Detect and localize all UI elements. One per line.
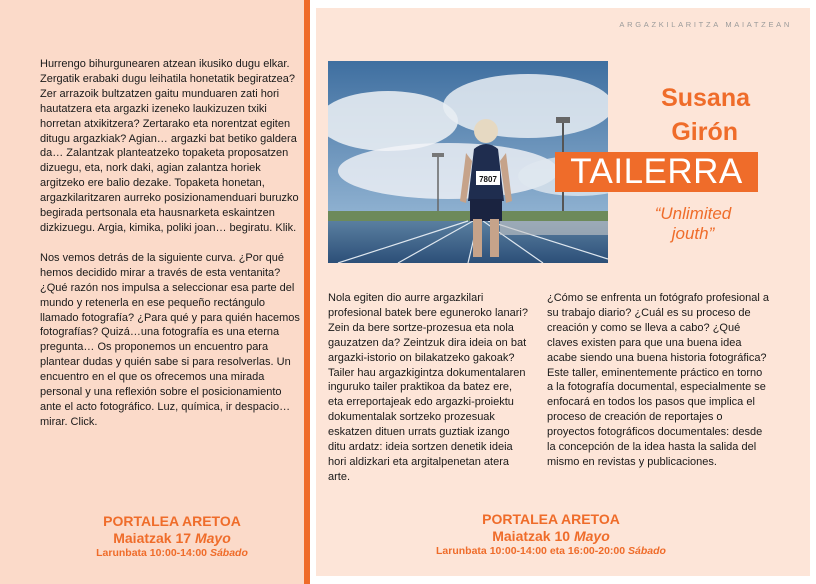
venue-time-es: Sábado	[209, 547, 248, 559]
subtitle-line-1: “Unlimited	[654, 204, 732, 223]
venue-name: PORTALEA ARETOA	[482, 511, 620, 527]
venue-time-eu: Larunbata 10:00-14:00 eta 16:00-20:00	[436, 545, 626, 557]
venue-name: PORTALEA ARETOA	[103, 513, 241, 529]
venue-date-eu: Maiatzak 10	[492, 528, 571, 544]
venue-date	[40, 530, 304, 547]
subtitle-line-2: jouth”	[671, 224, 715, 243]
right-text-basque: Nola egiten dio aurre argazkilari profesional batek bere eguneroko lanari? Zein da bere sortze-prozesua eta nola gauzatzen da? Zeintzuk dira ideia on bat argazki-istorio on bilakatzeko gakoak? Tailer hau argazkigintza dokumentalaren inguruko tailer praktikoa da batez ere, eta erreportajeak edo argazki-proiektu dokumentalak sortzeko prozesuak eskatzen dituen urrats guztiak izango ditu ardatz: ideia sortzen denetik ideia hori aldizkari eta argitalpenetan atera arte.	[328, 292, 528, 483]
bib-number: 7807	[479, 175, 497, 184]
left-text-spanish: Nos vemos detrás de la siguiente curva. ¿Por qué hemos decidido mirar a través de esta ventanita? ¿Qué razón nos impulsa a seleccionar esa parte del mundo y retenerla en ese pequeño rectángulo llamado fotografía? ¿Para qué y para quién hacemos fotografías? Quizá…una fotografía es una eterna pregunta… Os proponemos un encuentro para plantear dudas y quién sabe si para resolverlas. Un encuentro en el que os ofrecemos una mirada personal y una reflexión sobre el posicionamiento ante el acto fotográfico. Luz, química, ir despacio… mirar. Click.	[40, 251, 300, 428]
venue-time	[406, 545, 696, 558]
artist-last-name: Girón	[671, 118, 738, 146]
venue-time-es: Sábado	[628, 545, 666, 557]
right-venue-block	[406, 511, 696, 558]
venue-time-eu: Larunbata 10:00-14:00	[96, 547, 208, 559]
venue-date-es: Mayo	[573, 528, 610, 544]
left-text-basque: Hurrengo bihurgunearen atzean ikusiko dugu elkar. Zergatik erabaki dugu leihatila honetatik begiratzea? Zer arrazoik bultzatzen gaitu munduaren zati hori hautatzera eta argazki izeneko laukizuzen txiki horretan atxikitzera? Zertarako eta norentzat egiten ditugu argazkiak? Agian… argazki bat betiko galdera da… Zalantzak planteatzeko topaketa proposatzen dizuegu, eta, nork daki, agian zalantza horiek argitzeko ere balio dezake. Topaketa honetan, argazkilaritzaren aurreko posizionamenduari buruzko begirada pertsonala eta hausnarketa eskaintzen dizkizuegu. Argia, kimika, poliki joan… begiratu. Klik.	[40, 58, 299, 234]
venue-date	[406, 528, 696, 545]
left-description	[40, 57, 302, 430]
workshop-subtitle	[628, 204, 758, 244]
header-tag: ARGAZKILARITZA MAIATZEAN	[619, 20, 792, 29]
right-text-spanish: ¿Cómo se enfrenta un fotógrafo profesional a su trabajo diario? ¿Cuál es su proceso de creación y como se lleva a cabo? ¿Qué claves existen para que una buena idea acabe siendo una buena historia fotográfica? Este taller, eminentemente práctico en torno a la fotografía documental, especialmente se enfocará en todos los pasos que implica el proceso de creación de reportajes o proyectos fotográficos documentales: desde la concepción de la idea hasta la salida del mismo en revistas y publicaciones.	[547, 292, 769, 468]
left-venue-block	[40, 513, 304, 560]
venue-date-eu: Maiatzak 17	[113, 530, 192, 546]
venue-time	[40, 547, 304, 560]
venue-date-es: Mayo	[194, 530, 231, 546]
artist-first-name: Susana	[661, 84, 750, 112]
workshop-label: TAILERRA	[570, 152, 743, 191]
